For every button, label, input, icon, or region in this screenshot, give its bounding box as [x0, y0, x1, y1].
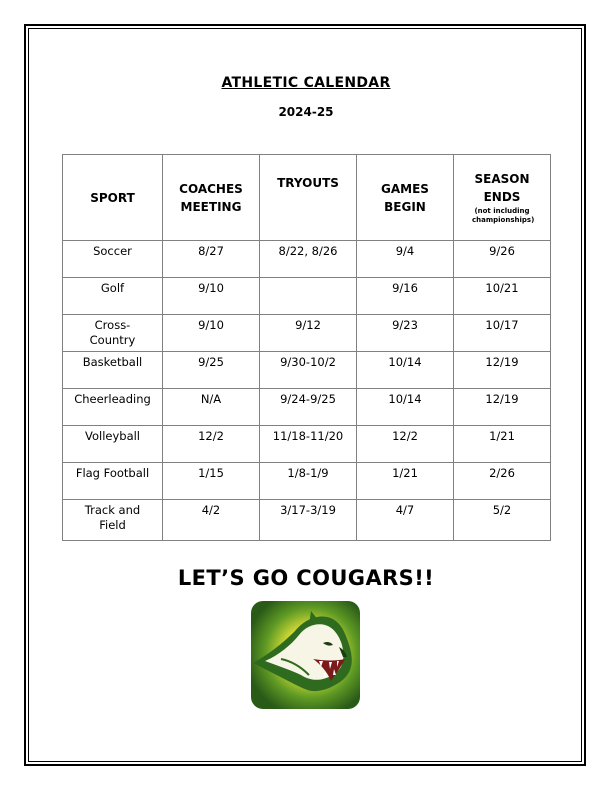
- header-coaches-meeting: COACHES MEETING: [163, 155, 260, 241]
- cell-coaches-meeting: 1/15: [163, 463, 260, 500]
- cell-sport: Cheerleading: [63, 389, 163, 426]
- cell-coaches-meeting: 8/27: [163, 241, 260, 278]
- cell-tryouts: 9/30-10/2: [260, 352, 357, 389]
- cell-tryouts: 8/22, 8/26: [260, 241, 357, 278]
- table-header-row: [63, 155, 551, 241]
- cell-games-begin: 9/4: [357, 241, 454, 278]
- cell-tryouts: 9/12: [260, 315, 357, 352]
- cougar-logo: [251, 601, 360, 709]
- cell-tryouts: 3/17-3/19: [260, 500, 357, 541]
- header-games-begin: GAMES BEGIN: [357, 155, 454, 241]
- cell-sport: Track and Field: [63, 500, 163, 541]
- cell-tryouts: 11/18-11/20: [260, 426, 357, 463]
- cell-games-begin: 9/23: [357, 315, 454, 352]
- table-row: [63, 278, 551, 315]
- athletic-calendar-table: [62, 154, 551, 541]
- cell-coaches-meeting: 9/10: [163, 278, 260, 315]
- table-row: [63, 389, 551, 426]
- cell-games-begin: 10/14: [357, 352, 454, 389]
- cell-games-begin: 10/14: [357, 389, 454, 426]
- cell-season-ends: 10/17: [454, 315, 551, 352]
- cell-coaches-meeting: 4/2: [163, 500, 260, 541]
- cell-coaches-meeting: 9/10: [163, 315, 260, 352]
- cell-season-ends: 9/26: [454, 241, 551, 278]
- cell-games-begin: 1/21: [357, 463, 454, 500]
- cell-games-begin: 9/16: [357, 278, 454, 315]
- header-season-ends: SEASON ENDS (not including championships): [454, 155, 551, 241]
- table-row: [63, 241, 551, 278]
- header-sport: SPORT: [63, 155, 163, 241]
- cell-coaches-meeting: 12/2: [163, 426, 260, 463]
- cell-sport: Golf: [63, 278, 163, 315]
- cell-sport: Cross-Country: [63, 315, 163, 352]
- cell-sport: Flag Football: [63, 463, 163, 500]
- slogan: LET’S GO COUGARS!!: [177, 566, 435, 590]
- cell-season-ends: 12/19: [454, 352, 551, 389]
- cell-sport: Basketball: [63, 352, 163, 389]
- header-tryouts: TRYOUTS: [260, 155, 357, 241]
- cell-sport: Soccer: [63, 241, 163, 278]
- table-row: [63, 352, 551, 389]
- cell-season-ends: 1/21: [454, 426, 551, 463]
- season-ends-note: (not including championships): [472, 207, 535, 224]
- cell-tryouts: [260, 278, 357, 315]
- table-row: [63, 500, 551, 541]
- cell-coaches-meeting: N/A: [163, 389, 260, 426]
- table-row: [63, 463, 551, 500]
- cell-tryouts: 9/24-9/25: [260, 389, 357, 426]
- table-row: [63, 315, 551, 352]
- calendar-title: ATHLETIC CALENDAR: [221, 75, 391, 91]
- cell-season-ends: 5/2: [454, 500, 551, 541]
- cell-sport: Volleyball: [63, 426, 163, 463]
- cell-games-begin: 4/7: [357, 500, 454, 541]
- cougar-head-icon: [251, 601, 360, 709]
- cell-tryouts: 1/8-1/9: [260, 463, 357, 500]
- table-row: [63, 426, 551, 463]
- cell-coaches-meeting: 9/25: [163, 352, 260, 389]
- calendar-year: 2024-25: [278, 105, 334, 119]
- cell-games-begin: 12/2: [357, 426, 454, 463]
- cell-season-ends: 2/26: [454, 463, 551, 500]
- cell-season-ends: 10/21: [454, 278, 551, 315]
- cell-season-ends: 12/19: [454, 389, 551, 426]
